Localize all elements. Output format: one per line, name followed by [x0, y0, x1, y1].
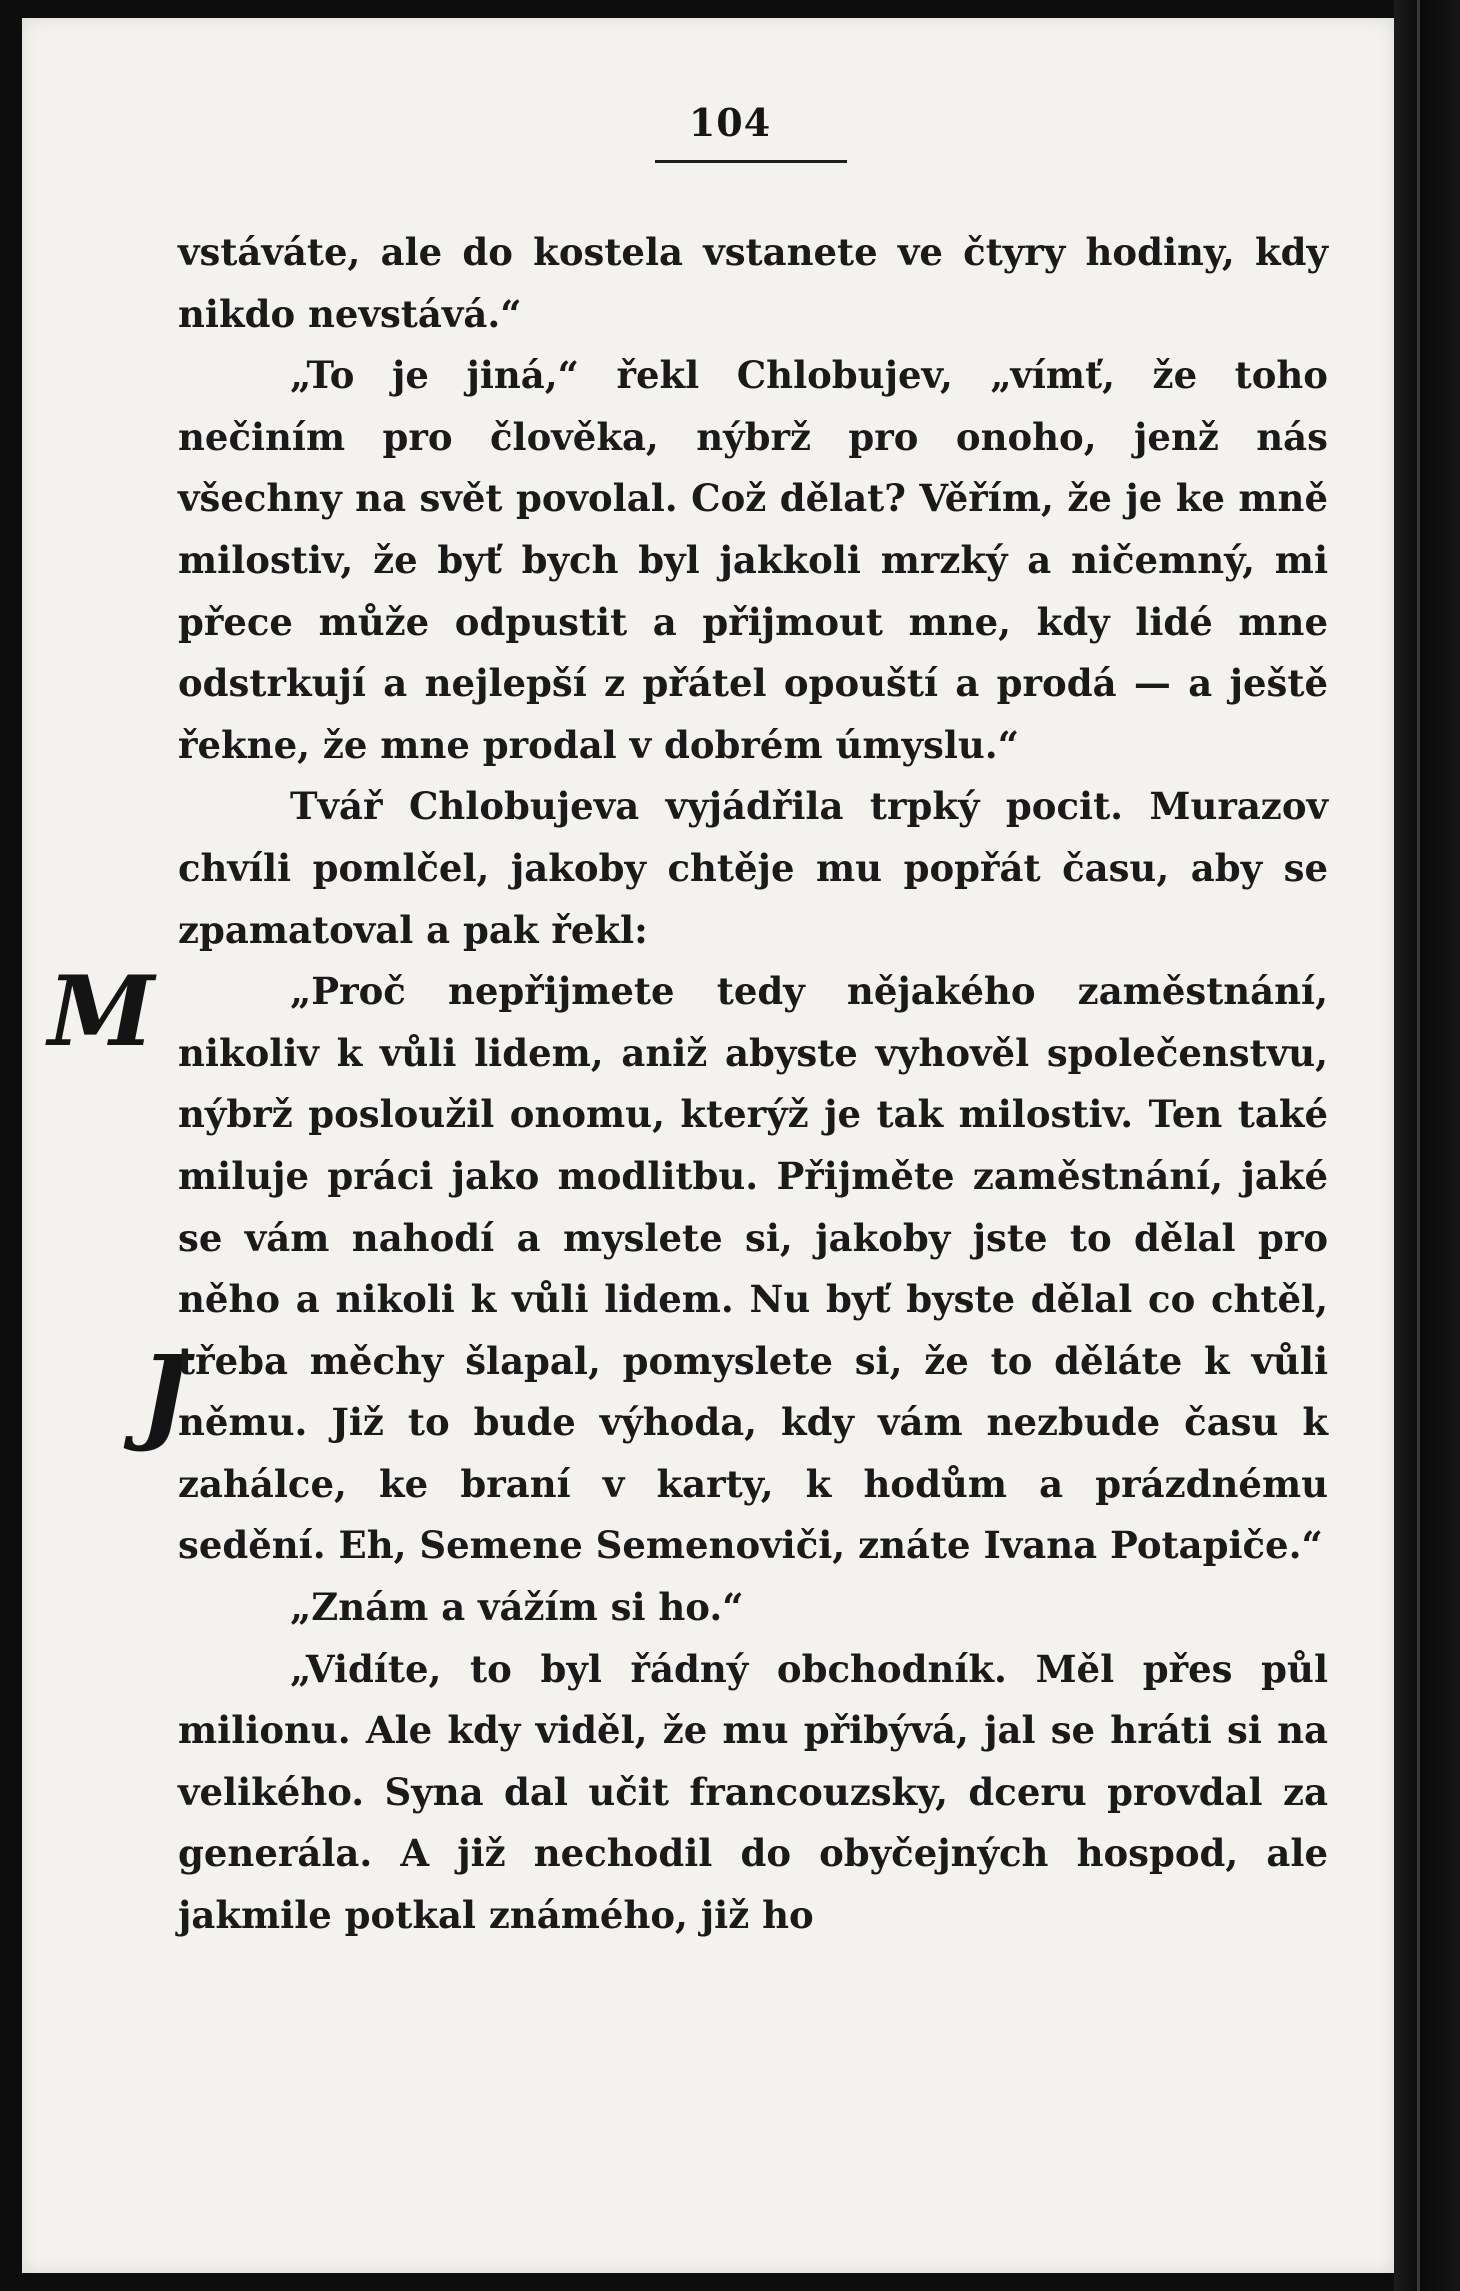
page-number-rule: [655, 160, 847, 163]
paragraph: „Znám a vážím si ho.“: [290, 1585, 744, 1630]
page-number: 104: [688, 100, 772, 145]
paragraph: Tvář Chlobujeva vyjádřila trpký pocit. Murazov chvíli pomlčel, jakoby chtěje mu popřát času, aby se zpamatoval a pak řekl:: [178, 784, 1328, 952]
gutter-edge-line: [1417, 0, 1420, 2291]
paragraph: „Proč nepřijmete tedy nějakého zaměstnání, nikoliv k vůli lidem, aniž abyste vyhověl společenstvu, nýbrž posloužil onomu, kterýž je tak milostiv. Ten také miluje práci jako modlitbu. Přijměte zaměstnání, jaké se vám nahodí a myslete si, jakoby jste to dělal pro něho a nikoli k vůli lidem. Nu byť byste dělal co chtěl, třeba měchy šlapal, pomyslete si, že to děláte k vůli němu. Již to bude výhoda, kdy vám nezbude času k zahálce, ke braní v karty, k hodům a prázdnému sedění. Eh, Semene Semenoviči, znáte Ivana Potapiče.“: [178, 969, 1328, 1568]
body-text: [178, 222, 1328, 1947]
margin-handwritten-mark-2: J: [140, 1332, 190, 1455]
margin-handwritten-mark: M: [48, 955, 155, 1068]
page-gutter: [1394, 0, 1460, 2291]
paragraph: „Vidíte, to byl řádný obchodník. Měl přes půl milionu. Ale kdy viděl, že mu přibývá, jal se hráti si na velikého. Syna dal učit francouzsky, dceru provdal za generála. A již nechodil do obyčejných hospod, ale jakmile potkal známého, již ho: [178, 1646, 1328, 1938]
paragraph: „To je jiná,“ řekl Chlobujev, „vímť, že toho nečiním pro člověka, nýbrž pro onoho, jenž nás všechny na svět povolal. Což dělat? Věřím, že je ke mně milostiv, že byť bych byl jakkoli mrzký a ničemný, mi přece může odpustit a přijmout mne, kdy lidé mne odstrkují a nejlepší z přátel opouští a prodá — a ještě řekne, že mne prodal v dobrém úmyslu.“: [178, 353, 1328, 767]
paragraph: vstáváte, ale do kostela vstanete ve čtyry hodiny, kdy nikdo nevstává.“: [178, 230, 1328, 336]
